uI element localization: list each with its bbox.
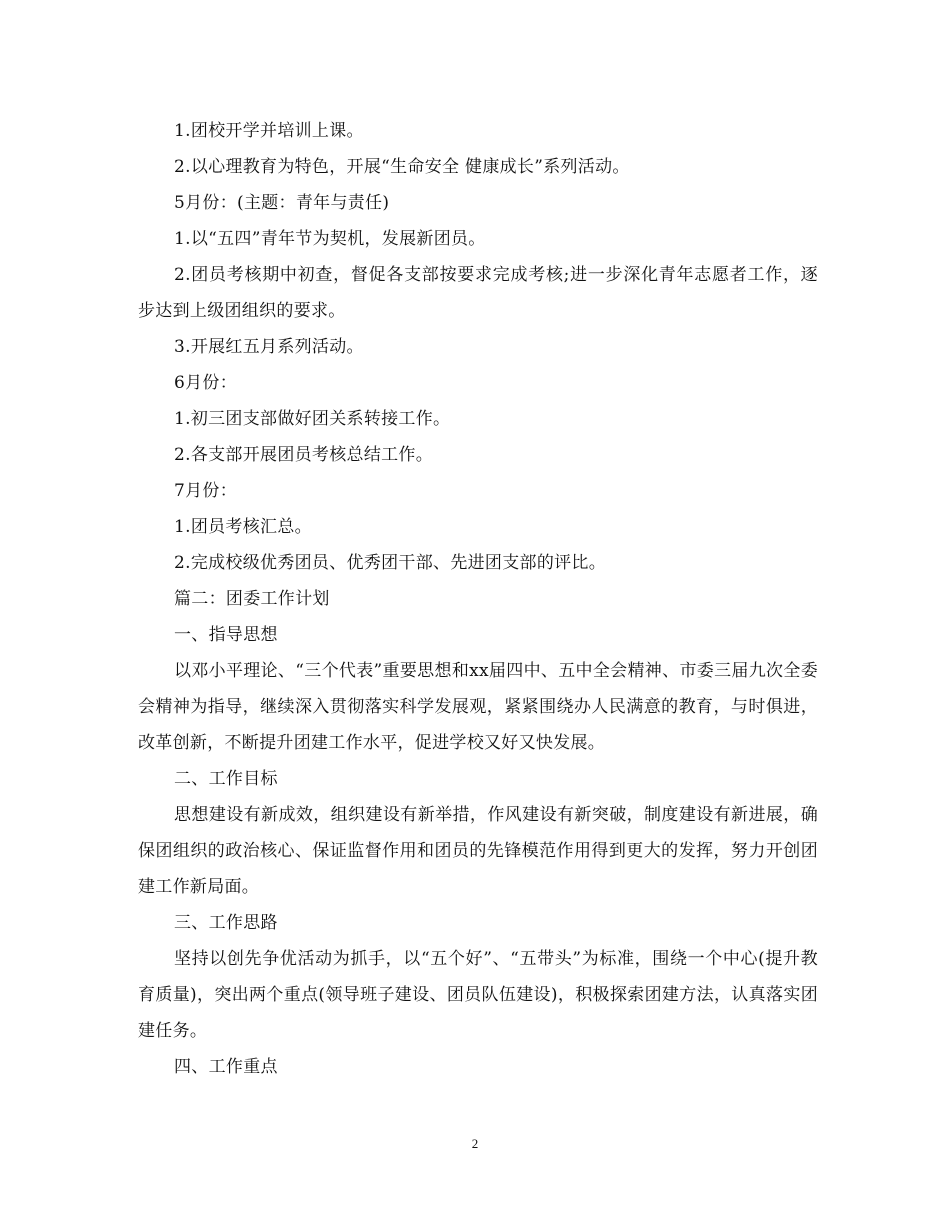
paragraph: 1.初三团支部做好团关系转接工作。 [174, 409, 451, 429]
paragraph: 3.开展红五月系列活动。 [174, 337, 364, 357]
section-heading: 一、指导思想 [174, 625, 278, 645]
section-heading: 三、工作思路 [174, 913, 278, 933]
paragraph: 2.以心理教育为特色，开展“生命安全 健康成长”系列活动。 [174, 157, 630, 177]
paragraph: 以邓小平理论、“三个代表”重要思想和xx届四中、五中全会精神、市委三届九次全委会精神为指导，继续深入贯彻落实科学发展观，紧紧围绕办人民满意的教育，与时俱进，改革创新，不断提升团建工作水平，促进学校又好又快发展。 [138, 661, 818, 753]
section-heading: 二、工作目标 [174, 769, 278, 789]
paragraph: 2.各支部开展团员考核总结工作。 [174, 445, 434, 465]
paragraph: 坚持以创先争优活动为抓手，以“五个好”、“五带头”为标准，围绕一个中心(提升教育质量)，突出两个重点(领导班子建设、团员队伍建设)，积极探索团建方法，认真落实团建任务。 [138, 949, 818, 1041]
page-number: 2 [471, 1136, 479, 1151]
month-heading: 5月份：(主题：青年与责任) [174, 193, 390, 213]
paragraph: 2.团员考核期中初查，督促各支部按要求完成考核;进一步深化青年志愿者工作，逐步达到上级团组织的要求。 [138, 265, 818, 321]
month-heading: 6月份： [174, 373, 238, 393]
paragraph: 1.以“五四”青年节为契机，发展新团员。 [174, 229, 486, 249]
page-body [138, 113, 818, 1085]
month-heading: 7月份： [174, 481, 238, 501]
section-heading: 四、工作重点 [174, 1057, 278, 1077]
paragraph: 思想建设有新成效，组织建设有新举措，作风建设有新突破，制度建设有新进展，确保团组织的政治核心、保证监督作用和团员的先锋模范作用得到更大的发挥，努力开创团建工作新局面。 [138, 805, 818, 897]
section-title: 篇二：团委工作计划 [174, 589, 330, 609]
paragraph: 1.团校开学并培训上课。 [174, 121, 364, 141]
paragraph: 1.团员考核汇总。 [174, 517, 312, 537]
paragraph: 2.完成校级优秀团员、优秀团干部、先进团支部的评比。 [174, 553, 607, 573]
